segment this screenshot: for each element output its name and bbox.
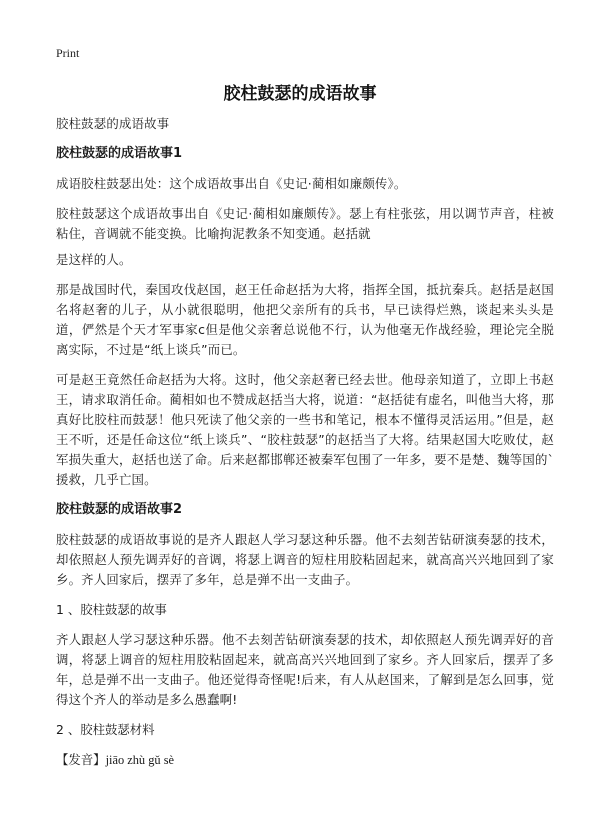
subsection-paragraph: 齐人跟赵人学习瑟这种乐器。他不去刻苦钻研演奏瑟的技术，却依照赵人预先调弄好的音调，将瑟上调音的短柱用胶粘固起来，就高高兴兴地回到了家乡。齐人回家后，摆弄了多年，总是弹不出一支曲子。他还觉得奇怪呢!后来，有人从赵国来，了解到是怎么回事，觉得这个齐人的举动是多么愚蠢啊!	[56, 632, 554, 707]
page-title: 胶柱鼓瑟的成语故事	[223, 84, 377, 104]
section1-paragraph: 是这样的人。	[56, 252, 132, 267]
section1-paragraph: 那是战国时代，秦国攻伐赵国，赵王任命赵括为大将，指挥全国，抵抗秦兵。赵括是赵国名将赵奢的儿子，从小就很聪明，他把父亲所有的兵书，早已读得烂熟，谈起来头头是道，俨然是个天才军事家c但是他父亲奢总说他不行，认为他毫无作战经验，理论完全脱离实际，不过是“纸上谈兵”而已。	[56, 282, 554, 357]
subsection-title: 1 、胶柱鼓瑟的故事	[56, 602, 167, 617]
pronunciation-label: 【发音】	[56, 752, 106, 767]
section1-paragraph: 胶柱鼓瑟这个成语故事出自《史记·蔺相如廉颇传》。瑟上有柱张弦，用以调节声音，柱被粘住，音调就不能变换。比喻拘泥教条不知变通。赵括就	[56, 206, 554, 241]
pronunciation-line	[56, 750, 554, 770]
document-body	[56, 114, 554, 770]
pronunciation-pinyin: jiāo zhù gǔ sè	[105, 753, 175, 767]
section2-heading: 胶柱鼓瑟的成语故事2	[56, 502, 183, 517]
section1-heading: 胶柱鼓瑟的成语故事1	[56, 146, 183, 161]
print-label: Print	[56, 46, 80, 60]
section2-paragraph: 胶柱鼓瑟的成语故事说的是齐人跟赵人学习瑟这种乐器。他不去刻苦钻研演奏瑟的技术，却依照赵人预先调弄好的音调，将瑟上调音的短柱用胶粘固起来，就高高兴兴地回到了家乡。齐人回家后，摆弄了多年，总是弹不出一支曲子。	[56, 532, 554, 587]
intro-title: 胶柱鼓瑟的成语故事	[56, 116, 170, 131]
section1-paragraph: 成语胶柱鼓瑟出处：这个成语故事出自《史记·蔺相如廉颇传》。	[56, 176, 407, 191]
subsection-title: 2 、胶柱鼓瑟材料	[56, 722, 155, 737]
section1-paragraph: 可是赵王竟然任命赵括为大将。这时，他父亲赵奢已经去世。他母亲知道了，立即上书赵王，请求取消任命。蔺相如也不赞成赵括当大将，说道：“赵括徒有虚名，叫他当大将，那真好比胶柱而鼓瑟！他只死读了他父亲的一些书和笔记，根本不懂得灵活运用。”但是，赵王不听，还是任命这位“纸上谈兵”、“胶柱鼓瑟”的赵括当了大将。结果赵国大吃败仗，赵军损失重大，赵括也送了命。后来赵都邯郸还被秦军包围了一年多，要不是楚、魏等国的`援救，几乎亡国。	[56, 372, 554, 487]
